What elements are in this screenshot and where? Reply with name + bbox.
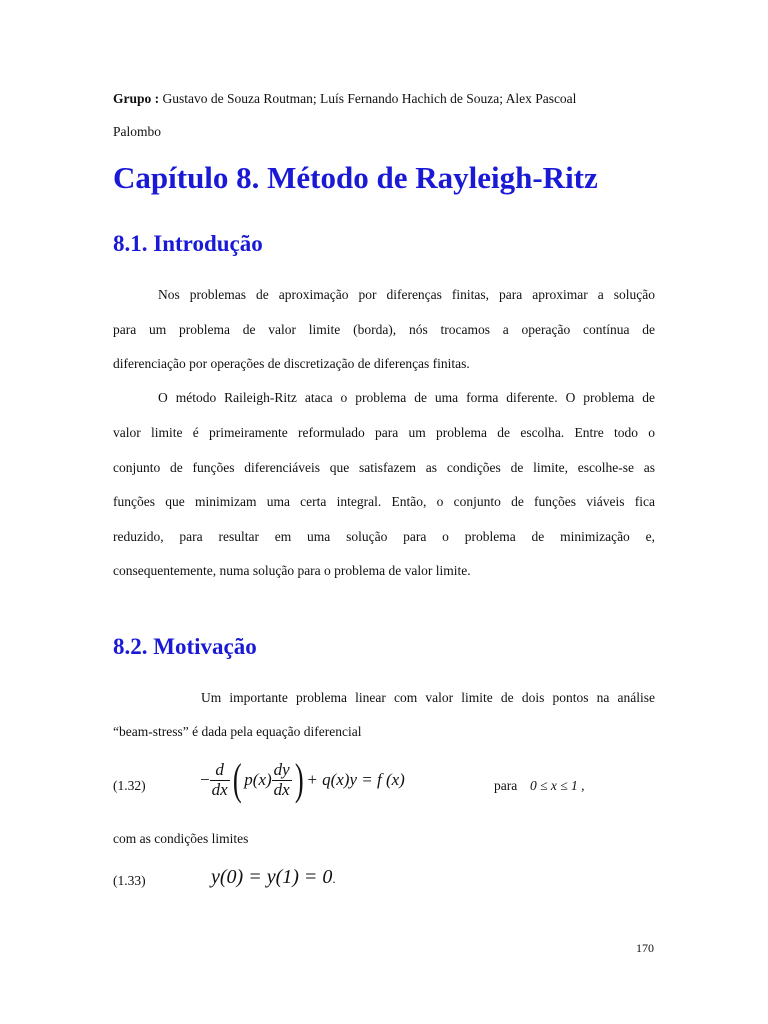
equation-expression: y(0) = y(1) = 0 (211, 866, 333, 888)
paragraph-line: diferenciação por operações de discretização de diferenças finitas. (113, 356, 470, 371)
equation-condition: 0 ≤ x ≤ 1 , (530, 778, 585, 793)
chapter-title: Capítulo 8. Método de Rayleigh-Ritz (113, 160, 598, 195)
paragraph-line: O método Raileigh-Ritz ataca o problema de uma forma diferente. O problema de (158, 390, 655, 405)
equation-number: (1.32) (113, 778, 146, 793)
paragraph-line: conjunto de funções diferenciáveis que satisfazem as condições de limite, escolhe-se as (113, 460, 655, 475)
page-number: 170 (636, 941, 654, 955)
equation-trailing: . (332, 871, 336, 886)
paragraph-line: “beam-stress” é dada pela equação diferencial (113, 724, 362, 739)
group-line (113, 92, 576, 106)
equation-number: (1.33) (113, 873, 146, 888)
group-members: Gustavo de Souza Routman; Luís Fernando Hachich de Souza; Alex Pascoal (162, 91, 577, 106)
equation-px: p(x) (244, 770, 272, 789)
fraction-denominator: dx (273, 779, 290, 799)
equation-minus: − (200, 770, 210, 789)
equation-condition-label: para (494, 778, 518, 793)
equation-1-32 (200, 755, 405, 804)
equation-rest: + q(x)y = f (x) (306, 770, 405, 789)
paragraph-line: Nos problemas de aproximação por diferenças finitas, para aproximar a solução (158, 287, 655, 302)
paragraph-line: Um importante problema linear com valor limite de dois pontos na análise (201, 690, 655, 705)
paragraph-line: com as condições limites (113, 831, 249, 846)
paragraph-line: para um problema de valor limite (borda), nós trocamos a operação contínua de (113, 322, 655, 337)
equation-1-33 (211, 866, 336, 889)
fraction-dy-dx (272, 761, 292, 799)
fraction-numerator: dy (273, 759, 290, 779)
left-paren: ( (232, 755, 242, 804)
fraction-numerator: d (210, 761, 230, 781)
paragraph-line: funções que minimizam uma certa integral. Então, o conjunto de funções viáveis fica (113, 494, 655, 509)
fraction-denominator: dx (211, 779, 228, 799)
paragraph-line: valor limite é primeiramente reformulado para um problema de escolha. Entre todo o (113, 425, 655, 440)
section-title-motivacao: 8.2. Motivação (113, 634, 257, 659)
fraction-d-dx (210, 761, 230, 799)
right-paren: ) (294, 755, 304, 804)
paragraph-line: reduzido, para resultar em uma solução para o problema de minimização e, (113, 529, 655, 544)
paragraph-line: consequentemente, numa solução para o problema de valor limite. (113, 563, 471, 578)
section-title-introducao: 8.1. Introdução (113, 231, 263, 256)
group-members-continued: Palombo (113, 124, 162, 139)
group-label: Grupo : (113, 91, 160, 106)
